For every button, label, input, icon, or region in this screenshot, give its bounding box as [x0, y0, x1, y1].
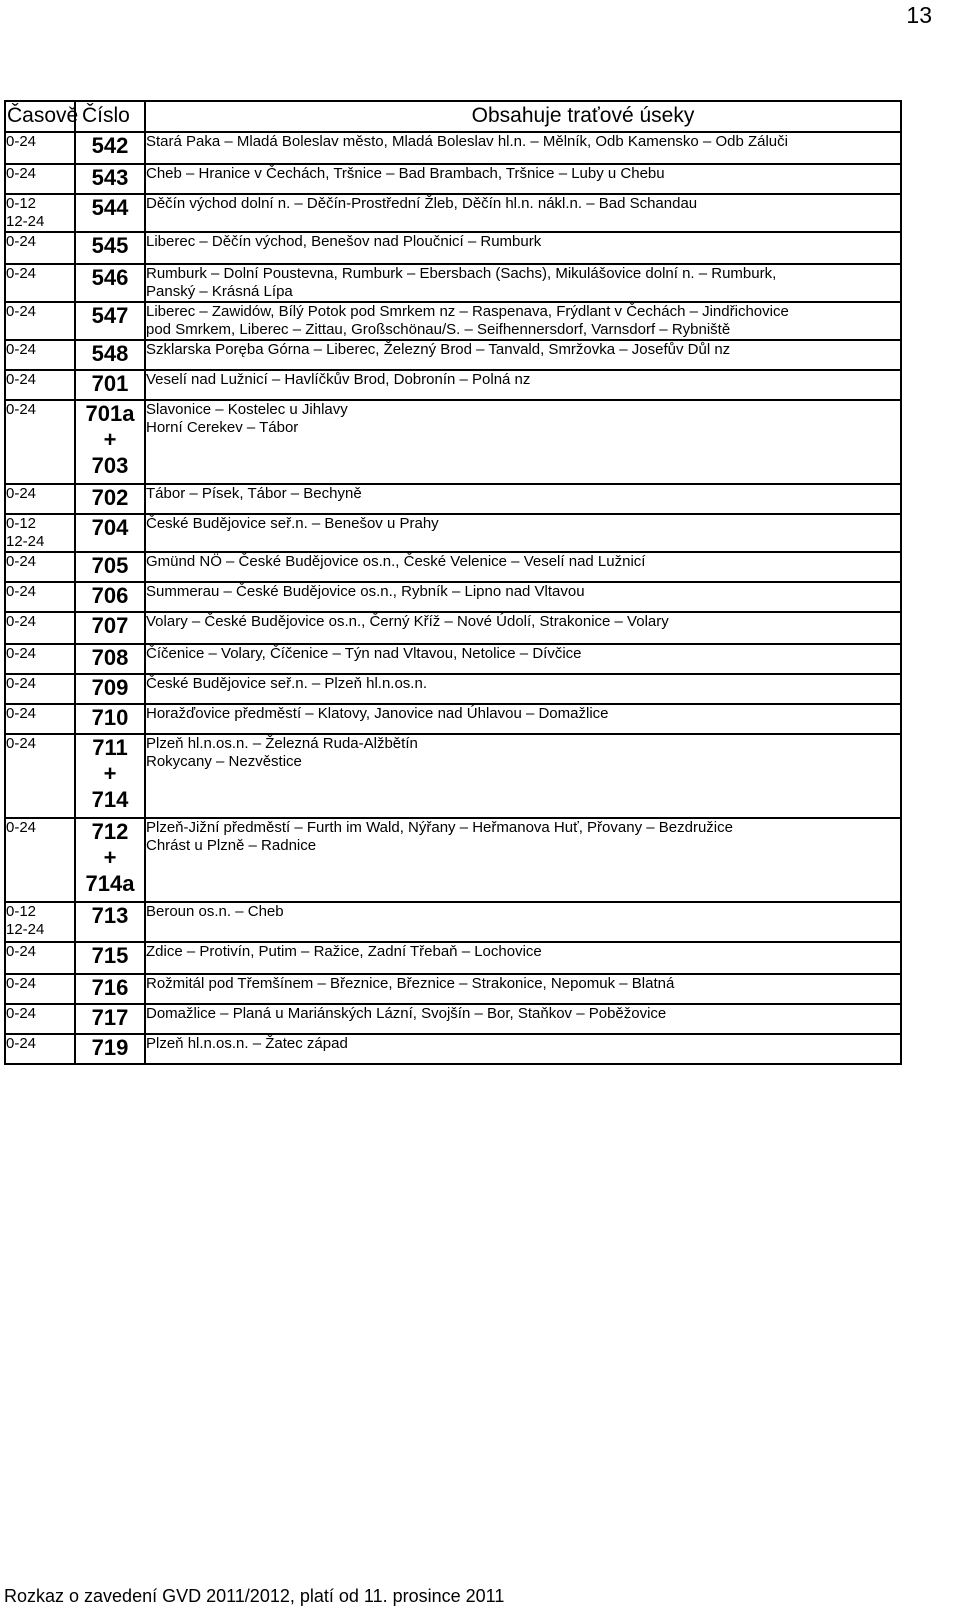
description-line: Stará Paka – Mladá Boleslav město, Mladá Boleslav hl.n. – Mělník, Odb Kamensko – Odb Záluči — [146, 133, 788, 150]
time-value: 0-24 — [6, 1005, 37, 1022]
table-row — [5, 1034, 901, 1064]
number-value: 706 — [91, 583, 129, 608]
row-description — [145, 164, 901, 194]
time-value: 0-24 — [6, 819, 37, 836]
description-line: Rokycany – Nezvěstice — [146, 753, 302, 770]
time-value: 0-24 — [6, 1035, 37, 1052]
row-number — [75, 1004, 145, 1034]
row-time — [5, 400, 75, 484]
time-value: 0-24 — [6, 233, 37, 250]
row-time — [5, 704, 75, 734]
time-value: 0-24 — [6, 705, 37, 722]
row-number — [75, 370, 145, 400]
table-row — [5, 644, 901, 674]
table-row — [5, 818, 901, 902]
page-number: 13 — [906, 2, 932, 28]
row-number — [75, 612, 145, 644]
description-line: Tábor – Písek, Tábor – Bechyně — [146, 485, 362, 502]
row-number — [75, 400, 145, 484]
time-value: 12-24 — [6, 213, 45, 230]
row-time — [5, 818, 75, 902]
time-value: 0-12 — [6, 903, 37, 920]
row-number — [75, 818, 145, 902]
row-number — [75, 644, 145, 674]
row-description — [145, 340, 901, 370]
description-line: Plzeň-Jižní předměstí – Furth im Wald, Nýřany – Heřmanova Huť, Přovany – Bezdružice — [146, 819, 733, 836]
number-value: 545 — [91, 233, 129, 258]
row-time — [5, 164, 75, 194]
description-line: Panský – Krásná Lípa — [146, 283, 293, 300]
table-row — [5, 552, 901, 582]
row-time — [5, 942, 75, 974]
table-row — [5, 484, 901, 514]
description-line: Horažďovice předměstí – Klatovy, Janovice nad Úhlavou – Domažlice — [146, 705, 609, 722]
row-description — [145, 582, 901, 612]
footer-note: Rozkaz o zavedení GVD 2011/2012, platí od 11. prosince 2011 — [4, 1586, 505, 1606]
row-description — [145, 232, 901, 264]
header-time: Časově — [5, 101, 75, 132]
number-value: 715 — [91, 943, 129, 968]
description-line: Liberec – Zawidów, Bílý Potok pod Smrkem nz – Raspenava, Frýdlant v Čechách – Jindřichovice — [146, 303, 789, 320]
number-value: 705 — [91, 553, 129, 578]
description-line: Číčenice – Volary, Číčenice – Týn nad Vltavou, Netolice – Dívčice — [146, 645, 582, 662]
row-number — [75, 514, 145, 552]
time-value: 0-12 — [6, 515, 37, 532]
description-line: Rožmitál pod Třemšínem – Březnice, Březnice – Strakonice, Nepomuk – Blatná — [146, 975, 675, 992]
row-number — [75, 1034, 145, 1064]
row-number — [75, 974, 145, 1004]
row-number — [75, 232, 145, 264]
number-value: 710 — [91, 705, 129, 730]
row-description — [145, 674, 901, 704]
description-line: Summerau – České Budějovice os.n., Rybník – Lipno nad Vltavou — [146, 583, 585, 600]
row-description — [145, 902, 901, 942]
number-value: 714 — [91, 787, 129, 812]
time-value: 0-24 — [6, 735, 37, 752]
table-header-row — [5, 101, 901, 132]
time-value: 0-24 — [6, 265, 37, 282]
row-time — [5, 1004, 75, 1034]
description-line: Szklarska Poręba Górna – Liberec, Železný Brod – Tanvald, Smržovka – Josefův Důl nz — [146, 341, 731, 358]
description-line: Gmünd NÖ – České Budějovice os.n., České Velenice – Veselí nad Lužnicí — [146, 553, 646, 570]
time-value: 0-24 — [6, 613, 37, 630]
table-row — [5, 942, 901, 974]
number-value: 709 — [91, 675, 129, 700]
number-value: 542 — [91, 133, 129, 158]
row-description — [145, 644, 901, 674]
description-line: Rumburk – Dolní Poustevna, Rumburk – Ebersbach (Sachs), Mikulášovice dolní n. – Rumburk, — [146, 265, 777, 282]
time-value: 0-24 — [6, 401, 37, 418]
description-line: Liberec – Děčín východ, Benešov nad Ploučnicí – Rumburk — [146, 233, 542, 250]
row-description — [145, 704, 901, 734]
number-value: 702 — [91, 485, 129, 510]
description-line: Beroun os.n. – Cheb — [146, 903, 284, 920]
number-value: 546 — [91, 265, 129, 290]
row-description — [145, 302, 901, 340]
description-line: Veselí nad Lužnicí – Havlíčkův Brod, Dobronín – Polná nz — [146, 371, 531, 388]
time-value: 0-24 — [6, 485, 37, 502]
table-row — [5, 340, 901, 370]
row-number — [75, 302, 145, 340]
row-number — [75, 340, 145, 370]
row-time — [5, 644, 75, 674]
table-row — [5, 514, 901, 552]
description-line: Chrást u Plzně – Radnice — [146, 837, 317, 854]
description-line: Volary – České Budějovice os.n., Černý Kříž – Nové Údolí, Strakonice – Volary — [146, 613, 669, 630]
description-line: Horní Cerekev – Tábor — [146, 419, 299, 436]
number-value: 708 — [91, 645, 129, 670]
table-row — [5, 132, 901, 164]
row-description — [145, 132, 901, 164]
row-number — [75, 264, 145, 302]
row-description — [145, 1034, 901, 1064]
table-row — [5, 370, 901, 400]
row-time — [5, 302, 75, 340]
number-value: 543 — [91, 165, 129, 190]
description-line: České Budějovice seř.n. – Plzeň hl.n.os.n. — [146, 675, 427, 692]
row-description — [145, 514, 901, 552]
time-value: 0-12 — [6, 195, 37, 212]
row-number — [75, 552, 145, 582]
header-number: Číslo — [75, 101, 145, 132]
row-number — [75, 164, 145, 194]
number-value: 701 — [91, 371, 129, 396]
row-time — [5, 552, 75, 582]
row-description — [145, 818, 901, 902]
row-time — [5, 194, 75, 232]
row-description — [145, 264, 901, 302]
row-description — [145, 1004, 901, 1034]
table-row — [5, 264, 901, 302]
row-number — [75, 132, 145, 164]
number-value: 547 — [91, 303, 129, 328]
time-value: 12-24 — [6, 921, 45, 938]
row-number — [75, 674, 145, 704]
row-number — [75, 704, 145, 734]
description-line: Slavonice – Kostelec u Jihlavy — [146, 401, 348, 418]
time-value: 0-24 — [6, 303, 37, 320]
description-line: Zdice – Protivín, Putim – Ražice, Zadní Třebaň – Lochovice — [146, 943, 542, 960]
row-number — [75, 734, 145, 818]
number-value: 703 — [91, 453, 129, 478]
number-value: 712 — [91, 819, 129, 844]
row-time — [5, 514, 75, 552]
number-value: 544 — [91, 195, 129, 220]
row-number — [75, 942, 145, 974]
description-line: Děčín východ dolní n. – Děčín-Prostřední Žleb, Děčín hl.n. nákl.n. – Bad Schandau — [146, 195, 698, 212]
table-row — [5, 400, 901, 484]
row-description — [145, 484, 901, 514]
row-description — [145, 942, 901, 974]
table-row — [5, 194, 901, 232]
time-value: 0-24 — [6, 583, 37, 600]
row-description — [145, 370, 901, 400]
number-value: + — [103, 427, 117, 452]
header-description: Obsahuje traťové úseky — [145, 101, 901, 132]
description-line: Plzeň hl.n.os.n. – Žatec západ — [146, 1035, 348, 1052]
row-time — [5, 582, 75, 612]
row-number — [75, 582, 145, 612]
description-line: Cheb – Hranice v Čechách, Tršnice – Bad Brambach, Tršnice – Luby u Chebu — [146, 165, 665, 182]
row-description — [145, 400, 901, 484]
table-row — [5, 164, 901, 194]
number-value: + — [103, 761, 117, 786]
row-time — [5, 734, 75, 818]
table-row — [5, 302, 901, 340]
number-value: 707 — [91, 613, 129, 638]
description-line: Domažlice – Planá u Mariánských Lázní, Svojšín – Bor, Staňkov – Poběžovice — [146, 1005, 667, 1022]
row-time — [5, 264, 75, 302]
time-value: 0-24 — [6, 943, 37, 960]
description-line: Plzeň hl.n.os.n. – Železná Ruda-Alžbětín — [146, 735, 418, 752]
time-value: 0-24 — [6, 133, 37, 150]
description-line: pod Smrkem, Liberec – Zittau, Großschönau/S. – Seifhennersdorf, Varnsdorf – Rybniště — [146, 321, 731, 338]
row-description — [145, 974, 901, 1004]
table-row — [5, 974, 901, 1004]
time-value: 12-24 — [6, 533, 45, 550]
row-time — [5, 340, 75, 370]
row-time — [5, 232, 75, 264]
row-number — [75, 484, 145, 514]
table-row — [5, 612, 901, 644]
number-value: 719 — [91, 1035, 129, 1060]
row-number — [75, 194, 145, 232]
row-time — [5, 612, 75, 644]
number-value: + — [103, 845, 117, 870]
time-value: 0-24 — [6, 975, 37, 992]
table-row — [5, 674, 901, 704]
number-value: 717 — [91, 1005, 129, 1030]
table-body — [5, 132, 901, 1064]
number-value: 701a — [85, 401, 135, 426]
row-time — [5, 974, 75, 1004]
row-description — [145, 552, 901, 582]
time-value: 0-24 — [6, 675, 37, 692]
row-time — [5, 902, 75, 942]
time-value: 0-24 — [6, 165, 37, 182]
table-row — [5, 902, 901, 942]
row-time — [5, 674, 75, 704]
number-value: 704 — [91, 515, 129, 540]
table-row — [5, 734, 901, 818]
table-row — [5, 704, 901, 734]
row-time — [5, 132, 75, 164]
number-value: 714a — [85, 871, 135, 896]
number-value: 711 — [92, 735, 128, 760]
row-description — [145, 612, 901, 644]
table-row — [5, 1004, 901, 1034]
table-row — [5, 582, 901, 612]
number-value: 713 — [91, 903, 129, 928]
time-value: 0-24 — [6, 553, 37, 570]
row-time — [5, 484, 75, 514]
track-sections-table — [4, 100, 902, 1065]
row-time — [5, 370, 75, 400]
table-row — [5, 232, 901, 264]
row-time — [5, 1034, 75, 1064]
row-description — [145, 194, 901, 232]
row-description — [145, 734, 901, 818]
time-value: 0-24 — [6, 341, 37, 358]
description-line: České Budějovice seř.n. – Benešov u Prahy — [146, 515, 439, 532]
row-number — [75, 902, 145, 942]
number-value: 548 — [91, 341, 129, 366]
number-value: 716 — [91, 975, 129, 1000]
time-value: 0-24 — [6, 371, 37, 388]
time-value: 0-24 — [6, 645, 37, 662]
